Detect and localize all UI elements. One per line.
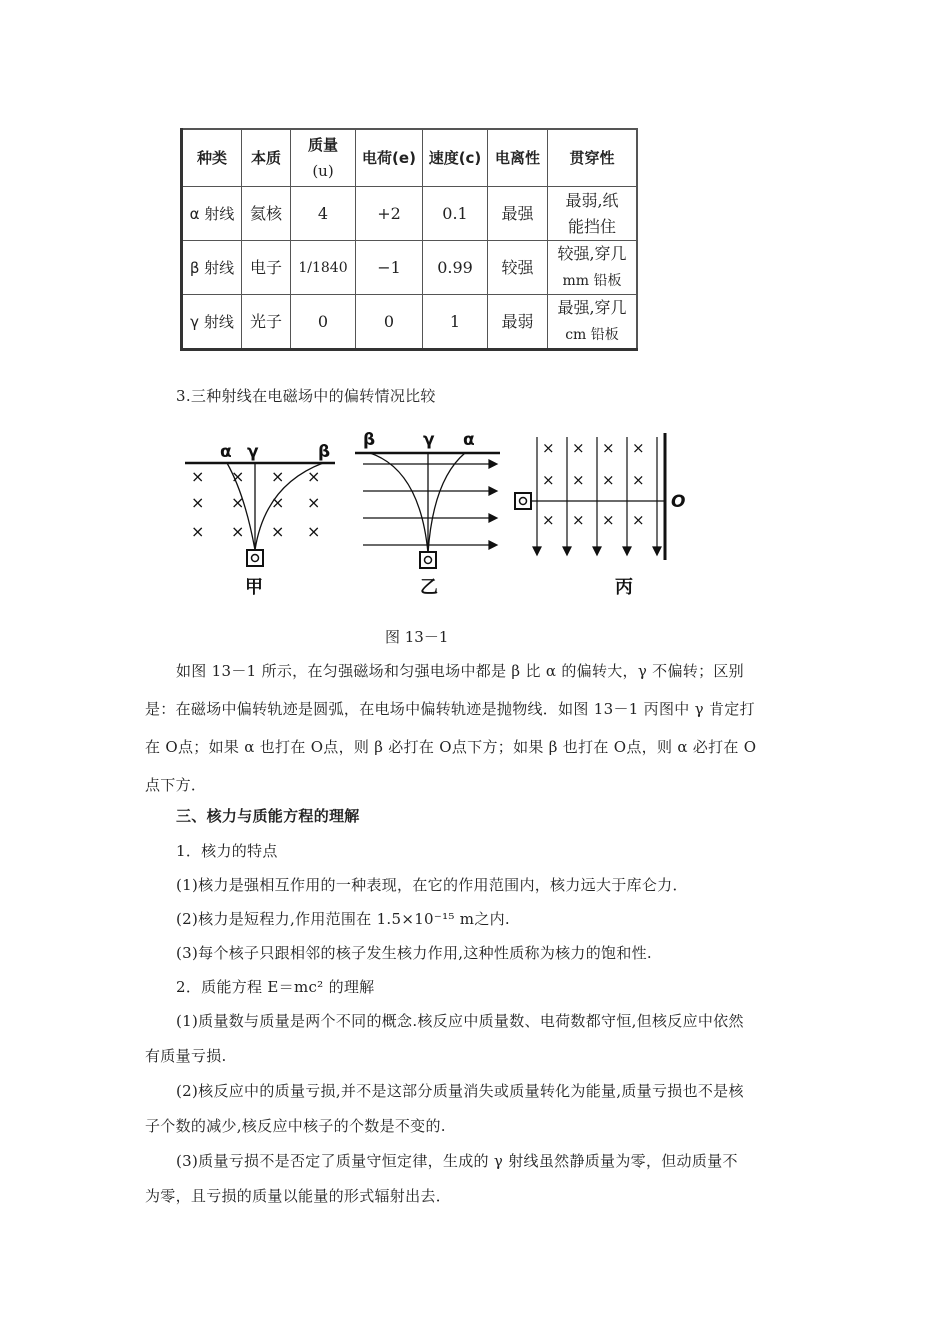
beta-label: β	[363, 430, 376, 450]
section-heading: 三、核力与质能方程的理解	[176, 807, 360, 825]
point-line: (1)核力是强相互作用的一种表现，在它的作用范围内，核力远大于库仑力．	[176, 876, 688, 894]
row-speed: 0.1	[423, 187, 488, 241]
paragraph-line: 点下方．	[145, 776, 207, 794]
row-type: γ 射线	[182, 295, 242, 350]
header-mass: 质量 (u)	[291, 129, 356, 187]
source-box	[247, 550, 263, 566]
row-mass: 1/1840	[291, 241, 356, 295]
header-charge: 电荷(e)	[356, 129, 423, 187]
point-line: (2)核反应中的质量亏损,并不是这部分质量消失或质量转化为能量,质量亏损也不是核	[176, 1082, 744, 1100]
svg-text:×: ×	[271, 467, 285, 486]
row-penetration: 最弱,纸 能挡住	[548, 187, 638, 241]
radiation-comparison-table	[180, 128, 638, 351]
panel-magnetic	[185, 442, 335, 598]
point-line: 为零，且亏损的质量以能量的形式辐射出去．	[145, 1187, 452, 1205]
alpha-label: α	[463, 430, 475, 450]
row-type: α 射线	[182, 187, 242, 241]
row-charge: −1	[356, 241, 423, 295]
svg-text:×: ×	[632, 439, 645, 457]
panel-label-jia: 甲	[245, 577, 263, 598]
row-ionization: 最强	[488, 187, 548, 241]
point-o-label: O	[671, 492, 686, 512]
row-ionization: 最弱	[488, 295, 548, 350]
row-penetration: 最强,穿几 cm 铅板	[548, 295, 638, 350]
svg-text:×: ×	[191, 522, 205, 541]
header-ionization: 电离性	[488, 129, 548, 187]
panel-label-yi: 乙	[420, 577, 438, 598]
point-line: 有质量亏损.	[145, 1047, 227, 1065]
point-line: (2)核力是短程力,作用范围在 1.5×10⁻¹⁵ m之内.	[176, 910, 510, 928]
field-into-page-marks	[542, 439, 645, 529]
svg-text:×: ×	[231, 493, 245, 512]
svg-text:×: ×	[572, 471, 585, 489]
point-line: (3)质量亏损不是否定了质量守恒定律，生成的 γ 射线虽然静质量为零，但动质量不	[176, 1152, 738, 1170]
header-penetration: 贯穿性	[548, 129, 638, 187]
point-line: (3)每个核子只跟相邻的核子发生核力作用,这种性质称为核力的饱和性.	[176, 944, 652, 962]
table-header-row	[182, 129, 638, 187]
row-type: β 射线	[182, 241, 242, 295]
gamma-label: γ	[247, 442, 259, 462]
row-nature: 电子	[242, 241, 291, 295]
svg-text:×: ×	[542, 511, 555, 529]
source-box	[515, 493, 531, 509]
svg-text:×: ×	[231, 467, 245, 486]
row-mass: 4	[291, 187, 356, 241]
panel-crossed	[515, 433, 685, 598]
svg-text:×: ×	[572, 511, 585, 529]
row-mass: 0	[291, 295, 356, 350]
svg-text:×: ×	[191, 467, 205, 486]
figure-caption: 图 13－1	[385, 628, 449, 646]
row-nature: 氦核	[242, 187, 291, 241]
row-charge: 0	[356, 295, 423, 350]
svg-text:×: ×	[542, 471, 555, 489]
table-row	[182, 241, 638, 295]
svg-text:×: ×	[271, 493, 285, 512]
svg-text:×: ×	[307, 522, 321, 541]
header-speed: 速度(c)	[423, 129, 488, 187]
svg-text:×: ×	[542, 439, 555, 457]
paragraph-line: 如图 13－1 所示，在匀强磁场和匀强电场中都是 β 比 α 的偏转大，γ 不偏转；区别	[176, 662, 744, 680]
svg-text:×: ×	[191, 493, 205, 512]
svg-text:×: ×	[231, 522, 245, 541]
row-charge: +2	[356, 187, 423, 241]
point-line: 子个数的减少,核反应中核子的个数是不变的.	[145, 1117, 446, 1135]
point-line: (1)质量数与质量是两个不同的概念.核反应中质量数、电荷数都守恒,但核反应中依然	[176, 1012, 744, 1030]
row-speed: 0.99	[423, 241, 488, 295]
section-title: 3.三种射线在电磁场中的偏转情况比较	[176, 387, 436, 405]
beta-label: β	[318, 442, 331, 462]
field-into-page-marks	[191, 467, 320, 541]
panel-label-bing: 丙	[615, 577, 633, 598]
subsection-title: 2．质能方程 E＝mc² 的理解	[176, 978, 375, 996]
alpha-label: α	[220, 442, 232, 462]
svg-text:×: ×	[572, 439, 585, 457]
row-penetration: 较强,穿几 mm 铅板	[548, 241, 638, 295]
header-nature: 本质	[242, 129, 291, 187]
table-row	[182, 187, 638, 241]
header-type: 种类	[182, 129, 242, 187]
subsection-title: 1．核力的特点	[176, 842, 278, 860]
svg-text:×: ×	[602, 511, 615, 529]
svg-text:×: ×	[632, 471, 645, 489]
gamma-label: γ	[423, 430, 435, 450]
source-box	[420, 552, 436, 568]
svg-text:×: ×	[307, 467, 321, 486]
svg-text:×: ×	[632, 511, 645, 529]
panel-electric	[355, 430, 500, 598]
svg-text:×: ×	[271, 522, 285, 541]
table-row	[182, 295, 638, 350]
paragraph-line: 在 O点；如果 α 也打在 O点，则 β 必打在 O点下方；如果 β 也打在 O点，则 α 必打在 O	[145, 738, 757, 756]
row-nature: 光子	[242, 295, 291, 350]
svg-text:×: ×	[602, 471, 615, 489]
svg-text:×: ×	[307, 493, 321, 512]
deflection-figure	[175, 425, 715, 605]
row-speed: 1	[423, 295, 488, 350]
svg-text:×: ×	[602, 439, 615, 457]
paragraph-line: 是：在磁场中偏转轨迹是圆弧，在电场中偏转轨迹是抛物线．如图 13－1 丙图中 γ 肯定打	[145, 700, 755, 718]
row-ionization: 较强	[488, 241, 548, 295]
